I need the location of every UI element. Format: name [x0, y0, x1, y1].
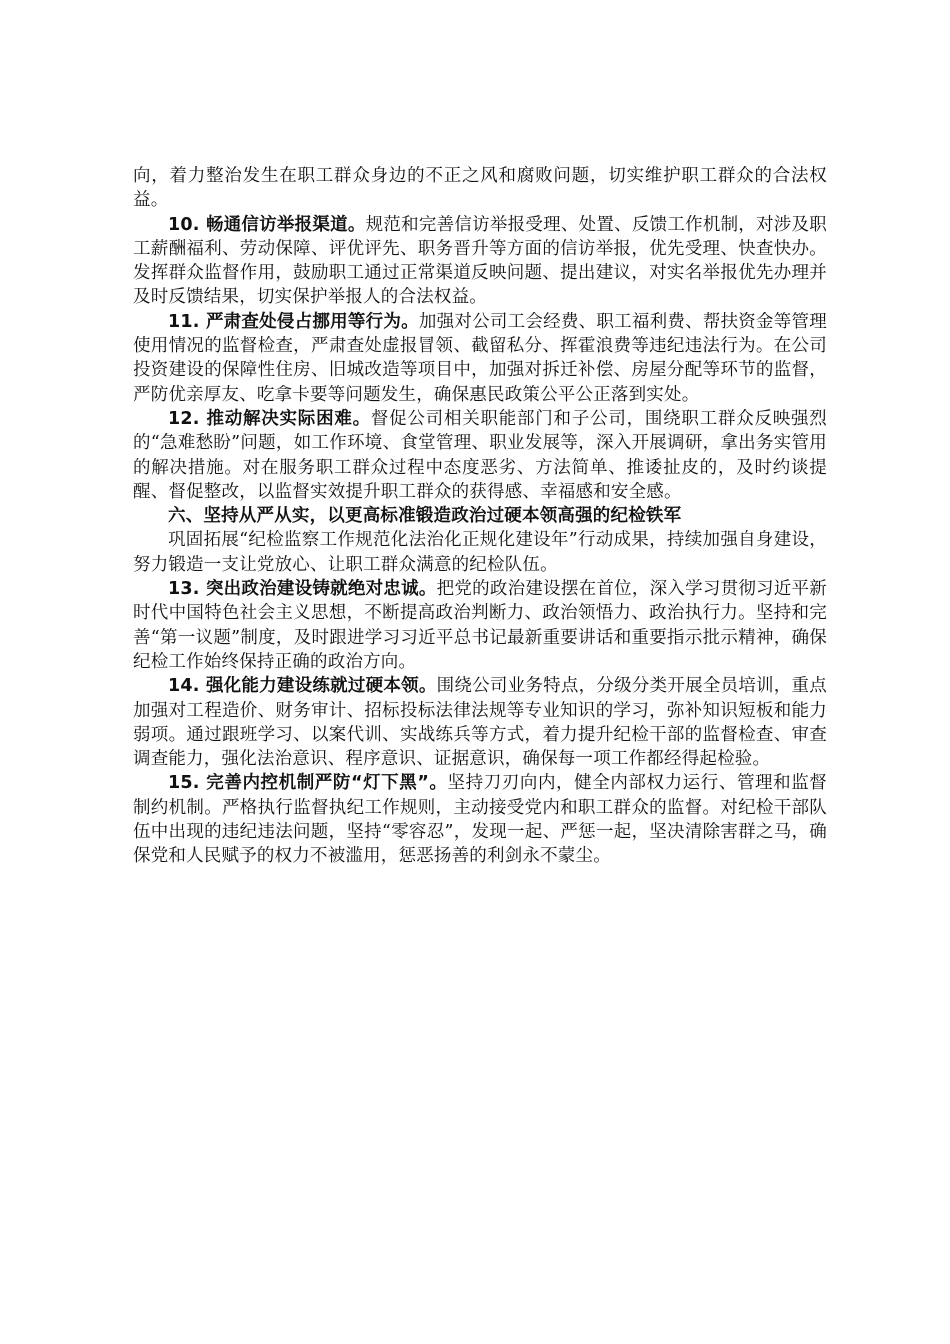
paragraph-lead: 15. 完善内控机制严防“灯下黑”。 — [168, 773, 448, 794]
paragraph-item-15 — [133, 771, 827, 868]
paragraph-continuation — [133, 164, 827, 213]
paragraph-lead: 12. 推动解决实际困难。 — [168, 408, 371, 429]
paragraph-lead: 14. 强化能力建设练就过硬本领。 — [168, 676, 437, 697]
paragraph-item-13 — [133, 577, 827, 674]
paragraph-lead: 11. 严肃查处侵占挪用等行为。 — [168, 311, 419, 332]
paragraph-body: 把党的政治建设摆在首位，深入学习贯彻习近平新时代中国特色社会主义思想，不断提高政治判断力、政治领悟力、政治执行力。坚持和完善“第一议题”制度，及时跟进学习习近平总书记最新重要讲话和重要指示批示精神，确保纪检工作始终保持正确的政治方向。 — [133, 579, 827, 672]
paragraph-body: 规范和完善信访举报受理、处置、反馈工作机制，对涉及职工薪酬福利、劳动保障、评优评先、职务晋升等方面的信访举报，优先受理、快查快办。发挥群众监督作用，鼓励职工通过正常渠道反映问题、提出建议，对实名举报优先办理并及时反馈结果，切实保护举报人的合法权益。 — [133, 214, 827, 308]
paragraph-body: 向，着力整治发生在职工群众身边的不正之风和腐败问题，切实维护职工群众的合法权益。 — [133, 166, 827, 211]
section-heading: 六、坚持从严从实，以更高标准锻造政治过硬本领高强的纪检铁军 — [168, 506, 682, 527]
paragraph-body: 坚持刀刃向内，健全内部权力运行、管理和监督制约机制。严格执行监督执纪工作规则，主动接受党内和职工群众的监督。对纪检干部队伍中出现的违纪违法问题，坚持“零容忍”，发现一起、严惩一起，坚决清除害群之马，确保党和人民赋予的权力不被滥用，惩恶扬善的利剑永不蒙尘。 — [133, 773, 827, 867]
document-page — [133, 164, 827, 869]
section-intro: 巩固拓展“纪检监察工作规范化法治化正规化建设年”行动成果，持续加强自身建设，努力锻造一支让党放心、让职工群众满意的纪检队伍。 — [133, 530, 827, 575]
paragraph-body: 围绕公司业务特点，分级分类开展全员培训，重点加强对工程造价、财务审计、招标投标法律法规等专业知识的学习，弥补知识短板和能力弱项。通过跟班学习、以案代训、实战练兵等方式，着力提升纪检干部的监督检查、审查调查能力，强化法治意识、程序意识、证据意识，确保每一项工作都经得起检验。 — [133, 676, 827, 770]
paragraph-lead: 10. 畅通信访举报渠道。 — [168, 214, 366, 235]
paragraph-body: 加强对公司工会经费、职工福利费、帮扶资金等管理使用情况的监督检查，严肃查处虚报冒领、截留私分、挥霍浪费等违纪违法行为。在公司投资建设的保障性住房、旧城改造等项目中，加强对拆迁补偿、房屋分配等环节的监督，严防优亲厚友、吃拿卡要等问题发生，确保惠民政策公平公正落到实处。 — [133, 311, 827, 405]
paragraph-body: 督促公司相关职能部门和子公司，围绕职工群众反映强烈的“急难愁盼”问题，如工作环境、食堂管理、职业发展等，深入开展调研，拿出务实管用的解决措施。对在服务职工群众过程中态度恶劣、方法简单、推诿扯皮的，及时约谈提醒、督促整改，以监督实效提升职工群众的获得感、幸福感和安全感。 — [133, 408, 827, 502]
paragraph-item-10 — [133, 213, 827, 310]
paragraph-item-14 — [133, 674, 827, 771]
paragraph-item-11 — [133, 310, 827, 407]
paragraph-item-12 — [133, 407, 827, 504]
paragraph-lead: 13. 突出政治建设铸就绝对忠诚。 — [168, 579, 437, 600]
